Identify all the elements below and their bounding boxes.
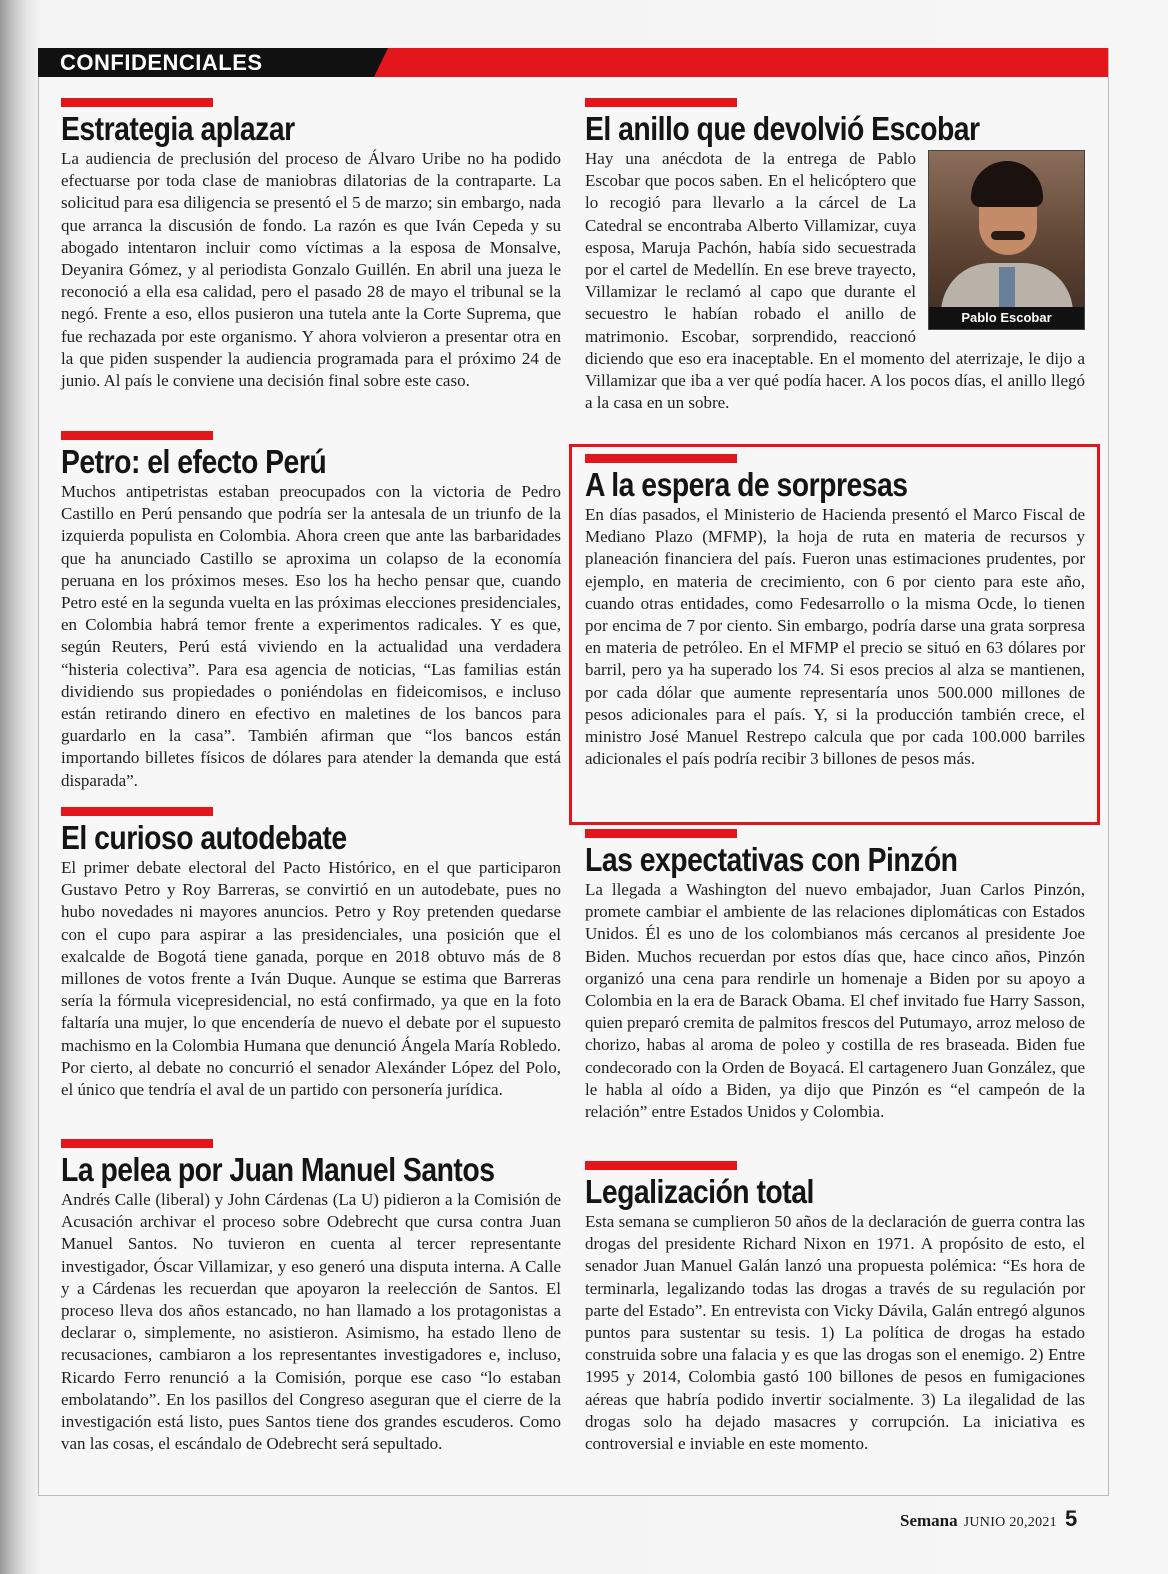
article-autodebate xyxy=(61,807,561,1101)
page-footer xyxy=(900,1506,1077,1532)
photo-mustache xyxy=(991,231,1025,240)
article-body: En días pasados, el Ministerio de Hacienda presentó el Marco Fiscal de Mediano Plazo (MFMP), la hoja de ruta en materia de recursos y planeación financiera del país. Fueron unas estimaciones prudentes, por ejemplo, en materia de crecimiento, con 6 por ciento para este año, cuando otras entidades, como Fedesarrollo o la misma Ocde, lo tienen por encima de 7 por ciento. Sin embargo, podría darse una grata sorpresa en materia de petróleo. En el MFMP el precio se situó en 63 dólares por barril, pero ya ha superado los 74. Si esos precios al alza se mantienen, por cada dólar que aumente representaría unos 500.000 millones de pesos adicionales para el país. Y, si la producción también crece, el ministro José Manuel Restrepo calcula que por cada 100.000 barriles adicionales el país podría recibir 3 billones de pesos más. xyxy=(585,505,1085,769)
article-headline: El anillo que devolvió Escobar xyxy=(585,110,980,147)
red-rule xyxy=(585,829,737,838)
photo-caption: Pablo Escobar xyxy=(929,307,1084,329)
section-header xyxy=(38,48,1108,77)
article-petro xyxy=(61,431,561,792)
publication-name: Semana xyxy=(900,1511,958,1530)
article-headline: Estrategia aplazar xyxy=(61,110,295,147)
red-rule xyxy=(585,1161,737,1170)
red-rule xyxy=(61,431,213,440)
article-estrategia xyxy=(61,98,561,392)
article-headline: La pelea por Juan Manuel Santos xyxy=(61,1151,495,1188)
article-body: La llegada a Washington del nuevo embajador, Juan Carlos Pinzón, promete cambiar el ambiente de las relaciones diplomáticas con Estados Unidos. Él es uno de los colombianos más cercanos al presidente Joe Biden. Muchos recuerdan por estos días que, hace cinco años, Pinzón organizó una cena para rendirle un homenaje a Biden por su apoyo a Colombia en la era de Barack Obama. El chef invitado fue Harry Sasson, quien preparó cremita de palmitos frescos del Putumayo, arroz meloso de chorizo, habas al aroma de poleo y costilla de res braseada. Biden fue condecorado con la Orden de Boyacá. El cartagenero Juan González, que le habla al oído a Biden, ya dijo que Pinzón es “el campeón de la relación” entre Estados Unidos y Colombia. xyxy=(585,880,1085,1122)
article-body: Hay una anécdota de la entrega de Pablo Escobar que pocos saben. En el helicóptero que lo recogió para llevarlo a la cárcel de La Catedral se encontraba Alberto Villamizar, cuya esposa, Maruja Pachón, había sido secuestrada por el cartel de Medellín. En ese breve trayecto, Villamizar le reclamó al capo que durante el secuestro le habían robado el anillo de matrimonio. Escobar, sorprendido, reaccionó diciendo que eso era inaceptable. En el momento del aterrizaje, le dijo a Villamizar que iba a ver qué podía hacer. A los pocos días, el anillo llegó a la casa en un sobre. xyxy=(585,149,1085,413)
red-rule xyxy=(61,807,213,816)
article-pinzon xyxy=(585,829,1085,1123)
red-rule xyxy=(61,1139,213,1148)
article-headline: El curioso autodebate xyxy=(61,819,347,856)
issue-date: JUNIO 20,2021 xyxy=(963,1515,1057,1530)
article-body: Andrés Calle (liberal) y John Cárdenas (La U) pidieron a la Comisión de Acusación archivar el proceso sobre Odebrecht que cursa contra Juan Manuel Santos. No tuvieron en cuenta al tercer representante investigador, Óscar Villamizar, y eso generó una disputa interna. A Calle y a Cárdenas les recuerdan que apoyaron la reelección de Santos. El proceso lleva dos años estancado, no han llamado a los protagonistas a declarar o, simplemente, no asistieron. Asimismo, ha estado lleno de recusaciones, cambiaron a los representantes investigadores e, incluso, Ricardo Ferro renunció a la Comisión, porque ese caso “lo estaban embolatando”. En los pasillos del Congreso aseguran que el cierre de la investigación está listo, pues Santos tiene dos grandes escuderos. Como van las cosas, el escándalo de Odebrecht será sepultado. xyxy=(61,1190,561,1454)
article-body: La audiencia de preclusión del proceso de Álvaro Uribe no ha podido efectuarse por toda clase de maniobras dilatorias de la contraparte. La solicitud para esa diligencia se presentó el 5 de marzo; sin embargo, nada que arranca la discusión de fondo. La razón es que Iván Cepeda y su abogado intentaron incluir como víctimas a la esposa de Monsalve, Deyanira Gómez, y al periodista Gonzalo Guillén. En abril una jueza le reconoció a ella esa calidad, pero el pasado 28 de mayo el tribunal se la negó. Frente a eso, ellos pusieron una tutela ante la Corte Suprema, que fue rechazada por este organismo. Y ahora volvieron a presentar otra en la que piden suspender la audiencia programada para el próximo 24 de junio. Al país le conviene una decisión final sobre este caso. xyxy=(61,149,561,391)
article-headline: Legalización total xyxy=(585,1173,814,1210)
article-body: El primer debate electoral del Pacto Histórico, en el que participaron Gustavo Petro y Roy Barreras, se convirtió en un autodebate, pues no hubo novedades ni mayores anuncios. Petro y Roy pretenden quedarse con el cupo para aspirar a las presidenciales, una posición que el exalcalde de Bogotá tiene ganada, porque en 2018 obtuvo más de 8 millones de votos frente a Iván Duque. Aunque se estima que Barreras sería la fórmula vicepresidencial, no está confirmado, ya que en la foto faltaría una mujer, lo que encendería de nuevo el debate por el supuesto machismo en la Colombia Humana que denunció Ángela María Robledo. Por cierto, al debate no concurrió el senador Alexánder López del Polo, el único que tendría el aval de un partido con personería jurídica. xyxy=(61,858,561,1100)
red-rule xyxy=(585,98,737,107)
article-headline: Petro: el efecto Perú xyxy=(61,443,327,480)
article-santos xyxy=(61,1139,561,1455)
article-anillo xyxy=(585,98,1085,414)
photo-hair xyxy=(971,161,1043,207)
article-headline: A la espera de sorpresas xyxy=(585,466,908,503)
page-number: 5 xyxy=(1064,1506,1078,1531)
red-rule xyxy=(585,454,737,463)
section-title: CONFIDENCIALES xyxy=(60,50,263,75)
article-headline: Las expectativas con Pinzón xyxy=(585,841,958,878)
escobar-photo xyxy=(928,150,1085,330)
article-body: Esta semana se cumplieron 50 años de la declaración de guerra contra las drogas del presidente Richard Nixon en 1971. A propósito de esto, el senador Juan Manuel Galán lanzó una propuesta polémica: “Es hora de terminarla, legalizando todas las drogas a través de su regulación por parte del Estado”. En entrevista con Vicky Dávila, Galán entregó algunos puntos para sustentar su tesis. 1) La política de drogas ha estado construida sobre una falacia y es que las drogas son el enemigo. 2) Entre 1995 y 2014, Colombia gastó 100 billones de pesos en fumigaciones aéreas que habría podido invertir socialmente. 3) La ilegalidad de las drogas solo ha dejado masacres y corrupción. La iniciativa es controversial e inviable en este momento. xyxy=(585,1212,1085,1454)
article-legalizacion xyxy=(585,1161,1085,1455)
article-body: Muchos antipetristas estaban preocupados con la victoria de Pedro Castillo en Perú pensando que podría ser la antesala de un triunfo de la izquierda populista en Colombia. Ahora creen que ante las barbaridades que ha anunciado Castillo se aproxima un colapso de la economía peruana en los próximos meses. Eso los ha hecho pensar que, cuando Petro esté en la segunda vuelta en las próximas elecciones presidenciales, en Colombia habrá temor frente a experimentos radicales. Y es que, según Reuters, Perú está viviendo en la actualidad una verdadera “histeria colectiva”. Para esa agencia de noticias, “Las familias están dividiendo sus propiedades o poniéndolas en fideicomisos, e incluso están retirando dinero en efectivo en maletines de los bancos para guardarlo en la casa”. También afirman que “los bancos están importando billetes físicos de dólares para atender la demanda que está disparada”. xyxy=(61,482,561,790)
red-rule xyxy=(61,98,213,107)
photo-tie xyxy=(999,267,1015,311)
article-sorpresas xyxy=(585,454,1085,770)
